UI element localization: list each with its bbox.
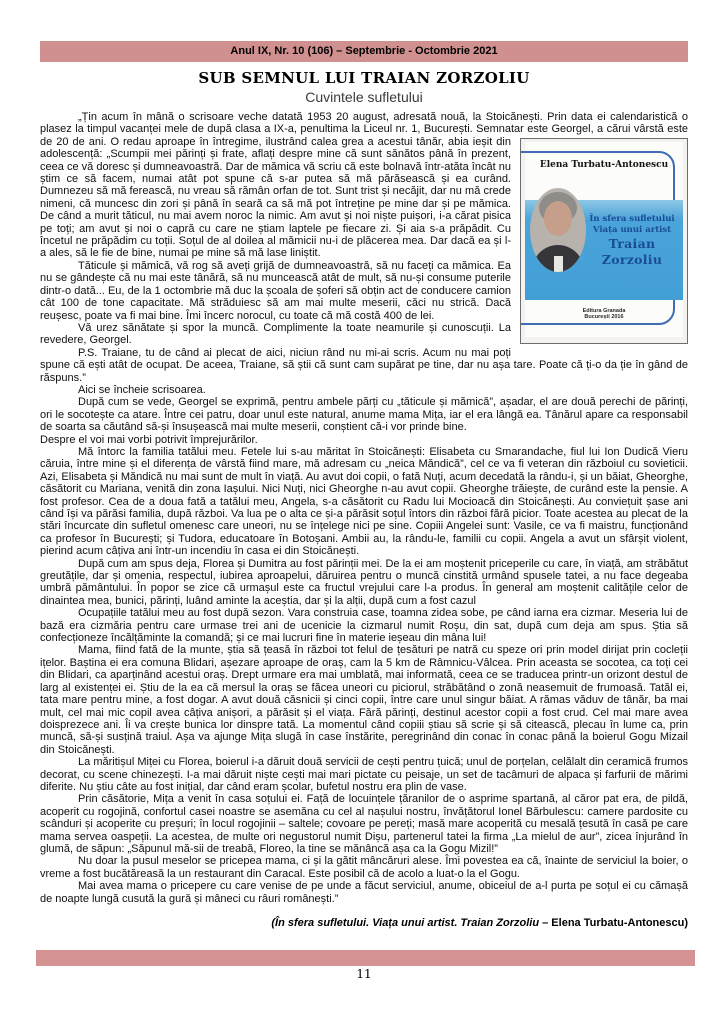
- paragraph: După cum se vede, Georgel se exprimă, pentru ambele părți cu „tăticule și mămică”, așadar, el are două perechi de părinți, ori le socotește ca atare. Între cei patru, doar unul este natural, anume mama Mița, iar el era lângă ea. Tânărul apare ca responsabil de soarta sa căutând să-și însușească mai multe meserii, conștient că-i vor prinde bine.: [40, 396, 688, 434]
- book-cover: [525, 142, 683, 337]
- publisher-city-year: București 2016: [584, 314, 624, 321]
- cover-author-name: Elena Turbatu-Antonescu: [539, 159, 669, 170]
- article-title: SUB SEMNUL LUI TRAIAN ZORZOLIU: [198, 69, 530, 87]
- paragraph: Mai avea mama o pricepere cu care venise de pe unde a făcut serviciul, anume, obiceiul de a-l purta pe soțul ei cu cămașă de noapte lungă cusută la gură și mâneci cu râuri românești.”: [40, 880, 688, 905]
- portrait-face: [544, 201, 572, 236]
- paragraph: Prin căsătorie, Mița a venit în casa soțului ei. Față de locuințele țăranilor de o asprime spartană, al căror pat era, de pildă, acoperit cu rogojină, confortul casei noastre se asemăna cu cel al nașului nostru, învățătorul Ionel Bărbulescu: camere pardosite cu scânduri și acoperite cu preșuri; în locul rogojinii – saltele; covoare pe pereți; masă mare acoperită cu mesală țesută în casă pe care mama servea oaspeții. La acestea, de multe ori negustorul numit Dișu, partenerul tatei la firma „La mielul de aur”, zicea înjurând în glumă, de săpun: „Săpunul mă-sii de treabă, Floreo, la tine se mănâncă așa ca la Gogu Mizil!”: [40, 793, 688, 855]
- author-portrait-photo: [530, 188, 586, 272]
- paragraph: Tăticule și mămică, vă rog să aveți grijă de dumneavoastră, să nu faceți ca mămica. Ea nu se gândește că nu mai este tânără, să nu muncească atât de mult, să nu-și consume puterile dintr-o dată... Eu, de la 1 octombrie mă duc la școala de șoferi să obțin act de conducere camion cât 100 de tone capacitate. Mă străduiesc să am mai multe meserii, căci nu strică. Dacă reușesc, poate va fi mai bine. Îmi încerc norocul, cu toate că mă costă 400 de lei.: [40, 259, 511, 322]
- source-credit: [40, 917, 688, 929]
- book-cover-photo: [520, 138, 688, 344]
- paragraph: Mama, fiind fată de la munte, știa să țeasă în război tot felul de țesături pe natră cu speze ori prin model dirijat prin cocleții ițelor. Baștina ei era comuna Blidari, așezare aproape de oraș, cam la 5 km de Râmnicu-Vâlcea. Prin aceasta se socotea, ca toți cei din Blidari, ca aparținând acestui oraș. Drept urmare era mai umblată, mai informată, ceea ce se traducea printr-un orizont destul de larg al existenței ei. Știu de la ea că mersul la oraș se făcea uneori cu piciorul, străbătând o zonă neasemuit de frumoasă. Tatăl ei, tata mare pentru mine, a fost dogar. A avut două căsnicii și cinci copii, între care unul singur băiat. A rămas văduv de tânăr, ba mai mult, cel mai mic copil avea câțiva anișori, a părăsit și el viața. Fără părinți, destinul acestor copii a fost crud. Cel mai mare avea doisprezece ani. Îi va crește bunica lor dinspre tată. La momentul când copiii știau să scrie și să citească, plecau în lume ca, prin muncă, să-și susțină traiul. Așa va ajunge Mița slugă în case înstărite, peregrinând din conac în conac până la boierul Gogu Mizail din Stoicănești.: [40, 644, 688, 756]
- paragraph: După cum am spus deja, Florea și Dumitra au fost părinții mei. De la ei am moștenit priceperile cu care, în viață, am străbătut greutățile, dar și omenia, respectul, iubirea aproapelui, dăruirea pentru o muncă cinstită urmând spusele tatei, a nu face degeaba umbră pământului. În popor se zice că urmașul este ca fructul vrejului care l-a produs. În general am moștenit calitățile celor de dinaintea mea, bunici, părinți, luând aminte la aceștia, dar și la alții, după cum a fost cazul: [40, 557, 688, 607]
- credit-author: – Elena Turbatu-Antonescu): [539, 917, 688, 929]
- paragraph: P.S. Traiane, tu de când ai plecat de aici, niciun rând nu mi-ai scris. Acum nu mai poți spune că ești atât de ocupat. De aceea, Traiane, să știi că sunt cam supărat pe tine, dar nu așa tare. Poate că ți-o da ție în gând de răspuns.”: [40, 346, 688, 384]
- paragraph: Vă urez sănătate și spor la muncă. Complimente la toate neamurile și cunoscuții. La revedere, Georgel.: [40, 321, 511, 347]
- cover-title-line3: Traian Zorzoliu: [601, 235, 663, 267]
- issue-header-bar: [40, 41, 688, 62]
- article-subtitle: Cuvintele sufletului: [305, 89, 423, 105]
- cover-title-line1: În sfera sufletului: [589, 213, 675, 224]
- issue-info: Anul IX, Nr. 10 (106) – Septembrie - Octombrie 2021: [230, 45, 498, 57]
- paragraph: La măritișul Miței cu Florea, boierul i-a dăruit două servicii de cești pentru țuică; unul de porțelan, celălalt din ceramică frumos decorat, cu scene chinezești. I-a mai dăruit niște cești mai mari pictate cu peisaje, un set de tacâmuri de alpaca și farfurii de mărimi diferite. Nu știu câte au fost inițial, dar când eram școlar, bufetul nostru era plin de vase.: [40, 756, 688, 793]
- paragraph: Ocupațiile tatălui meu au fost după sezon. Vara construia case, toamna zidea sobe, pe când iarna era cizmar. Meseria lui de bază era cizmăria pentru care urmase trei ani de ucenicie la cizmarul numit Roșu, din sat, după cum deja am spus. Știa să confecționeze încălțăminte la comandă; și ce mai lucruri fine în materie ieșeau din mâna lui!: [40, 607, 688, 645]
- paragraph: Despre el voi mai vorbi potrivit împrejurărilor.: [40, 433, 258, 446]
- paragraph: Mă întorc la familia tatălui meu. Fetele lui s-au măritat în Stoicănești: Elisabeta cu Smarandache, fiul lui Ion Dudică Vieru căruia, între mine și el diferența de vârstă fiind mare, mă adresam cu „neica Măndică”, cel ce va fi veteran din războiul cu sovieticii. Azi, Elisabeta și Măndică nu mai sunt de mult în viață. Au avut doi copii, o fată Nuți, acum decedată la rându-i, și un băiat, Gheorghe, căsătorit cu Mariana, venită din zona Iașului. Nici Nuți, nici Gheorghe n-au avut copii. Gheorghe trăiește, de curând este la pensie. A fost profesor. Cea de a doua fată a tatălui meu, Angela, s-a căsătorit cu Radu lui Mocioacă din Stoicănești. Au conviețuit șase ani când își va părăsi familia, după război. Va lua pe o alta ce și-a părăsit soțul întors din război fără picior. Toate acestea au plecat de la stări încurcate din sufletul omenesc care uneori, nu se înțelege nici pe sine. Copiii Angelei sunt: Vasile, ce va fi maistru, funcționând ca profesor în București; și Tudora, educatoare în Botoșani. Ambii au, la rându-le, familii cu copii. Angela a avut un sfârșit violent, pierind acum câțiva ani într-un incendiu în casa ei din Stoicănești.: [40, 445, 688, 558]
- article-body: [40, 111, 688, 905]
- cover-title-block: [585, 214, 679, 268]
- cover-title-line2: Viața unui artist: [592, 224, 672, 235]
- publisher-name: Editura Granada: [582, 307, 626, 314]
- footer-bar: [36, 950, 695, 966]
- paragraph: Nu doar la pusul meselor se pricepea mama, ci și la gătit mâncăruri alese. Îmi povestea ea că, înainte de serviciul la boier, o vreme a fost bucătăreasă la un restaurant din Caracal. Este posibil că de acolo a luat-o la el Gogu.: [40, 855, 688, 880]
- page-number: 11: [356, 967, 372, 981]
- page-content: [40, 41, 688, 929]
- cover-publisher-block: [525, 308, 683, 321]
- credit-book-title: (În sfera sufletului. Viața unui artist. Traian Zorzoliu: [271, 917, 540, 929]
- paragraph-text: este de 20 de ani. O redau aproape în întregime, ilustrând calea grea a acestui tânăr, abia ieșit din adolescență: „Scumpii mei părinți și frate, aflați despre mine că sunt sănătos până în prezent, ceea ce vă doresc și dumneavoastră. Dar de mămica vă scriu că este bolnavă într-atăta încât nu știm ce să facem, numai atât pot spune că s-ar putea să mă părăsească și ea curând. Dumnezeu să mă ferească, nu vreau să rămân orfan de tot. Sunt trist și necăjit, dar nu mă crede nimeni, că muncesc din zori și până în seară ca să mă pot întreține pe mine dar și pe mămica. De când a murit tăticul, nu mai avem noroc la nimic. Am avut și noi niște puișori, i-a cărat pisica pe toți; am avut și noi o capră cu care ne știam laptele pe fiecare zi. Și aia s-a prăpădit. Cu încetul ne prăpădim cu toții. Soțul de al doilea al mămicii nu-i de plăcerea mea. Dar dacă ea și l-a ales, să le fie de bine, numai pe mine să mă lase liniștit.: [40, 123, 688, 260]
- paragraph-text: „Țin acum în mână o scrisoare veche datată 1953 20 august, adresată nouă, la Stoicănești. Prin data ei calendaristică o plasez la timpul vacanței mele de după clasa a IX-a, penultima la Liceul nr. 1, București. Semnatar este Georgel, a cărui vârstă: [40, 111, 688, 136]
- paragraph: Aici se încheie scrisoarea.: [78, 383, 206, 396]
- portrait-shirt: [554, 256, 563, 272]
